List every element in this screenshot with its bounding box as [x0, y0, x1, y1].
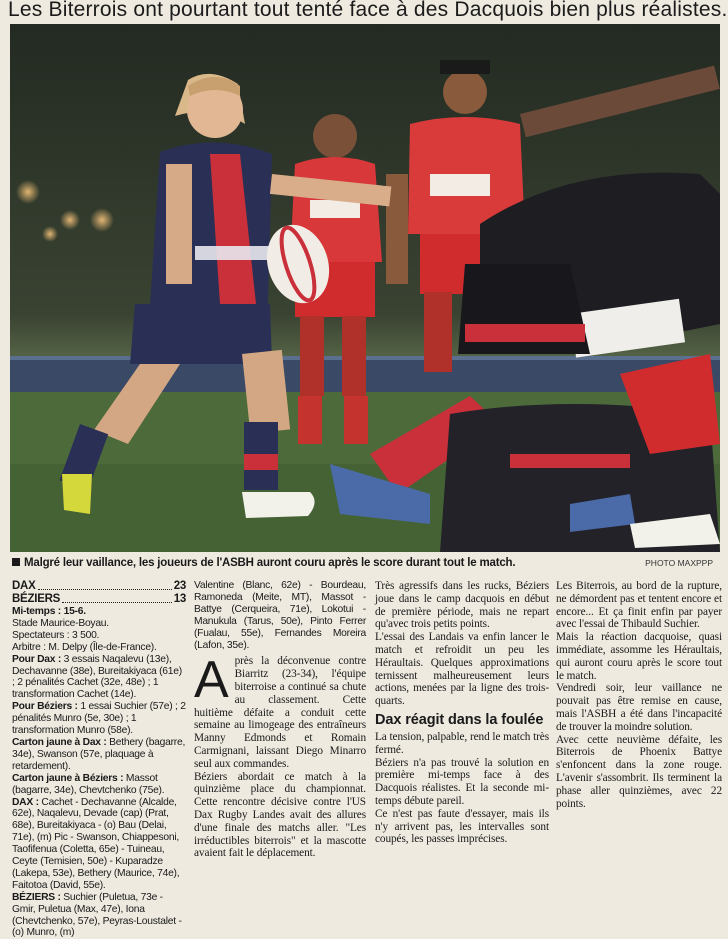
photo-credit: PHOTO MAXPPP: [645, 558, 713, 568]
article-paragraph: Très agressifs dans les rucks, Béziers joue dans le camp dacquois en début de première période, mais ne repart qu'avec trois petits points.: [375, 580, 549, 631]
match-stats-column: [12, 580, 186, 939]
score-points: 23: [173, 580, 186, 592]
dropcap: A: [194, 651, 229, 710]
article-subheading: Dax réagit dans la foulée: [375, 711, 544, 728]
rugby-scene-illustration: [10, 24, 720, 552]
stats-line: BÉZIERS : Suchier (Puletua, 73e - Gmir, Puletua (Max, 47e), Iona (Chevtchenko, 57e), Peyras-Loustalet - (o) Munro, (m): [12, 891, 182, 939]
article-paragraph: L'essai des Landais va enfin lancer le match et refroidit un peu les Héraultais. Quelques approximations ternissent malheureusement leurs actions, menées par la ligne des trois-quarts.: [375, 631, 549, 708]
photo-caption: [12, 557, 572, 571]
article-intro: Après la déconvenue contre Biarritz (23-34), l'équipe biterroise a continué sa chute au classement. Cette huitième défaite a conduit cette semaine au limogeage des entraîneurs Manny Edmonds et Romain Carmignani, laissant Diego Minarro seul aux commandes.: [194, 651, 366, 770]
stats-line: DAX : Cachet - Dechavanne (Alcalde, 62e), Naqalevu, Devade (cap) (Prat, 68e), Bureitakiyaca - (o) Bau (Delai, 71e), (m) Pic - Swanson, Chiappesoni, Taofifenua (Coletta, 65e) - Tuineau, Ceyte (Temisien, 50e) - Kuparadze (Lakepa, 53e), Bethery (Maurice, 74e), Faitotoa (David, 55e).: [12, 796, 180, 891]
article-paragraph: Vendredi soir, leur vaillance ne pouvait pas être remise en cause, mais l'ASBH a été dans l'incapacité de trouver la moindre solution.: [556, 682, 722, 733]
score-team: DAX: [12, 580, 36, 592]
stats-line: Spectateurs : 3 500.: [12, 629, 100, 641]
article-column-2: [194, 580, 366, 932]
match-photo: [10, 24, 720, 552]
stats-line: Stade Maurice-Boyau.: [12, 617, 109, 629]
article-paragraph: Ce n'est pas faute d'essayer, mais ils n'y arrivent pas, les intervalles sont coupés, les passes imprécises.: [375, 807, 549, 846]
stats-halftime: Mi-temps : 15-6.: [12, 606, 86, 617]
stats-continued: Valentine (Blanc, 62e) - Bourdeau, Ramoneda (Meite, MT), Massot - Battye (Cerqueira, 71e), Lokotui - Manukula (Tarus, 50e), Pinto Ferrer (Fualau, 55e), Fernandes Moreira (Lafon, 35e).: [194, 580, 366, 651]
stats-line: Carton jaune à Dax : Bethery (bagarre, 34e), Swanson (57e, plaquage à retardement).: [12, 736, 186, 772]
score-row-dax: [12, 580, 186, 593]
article-paragraph: Les Biterrois, au bord de la rupture, ne démordent pas et tentent encore et encore... Et ça finit enfin par payer avec l'essai de Thibauld Suchier.: [556, 580, 722, 631]
score-team: BÉZIERS: [12, 593, 61, 605]
stats-lines: [12, 618, 186, 939]
article-paragraph: La tension, palpable, rend le match très fermé.: [375, 730, 549, 756]
stats-line: Carton jaune à Béziers : Massot (bagarre, 34e), Chevtchenko (75e).: [12, 772, 165, 796]
article-paragraph: Mais la réaction dacquoise, quasi immédiate, assomme les Héraultais, qui auront couru après le score tout le match.: [556, 631, 722, 682]
score-points: 13: [173, 593, 186, 605]
stats-line: Pour Béziers : 1 essai Suchier (57e) ; 2 pénalités Munro (5e, 30e) ; 1 transformation Munro (58e).: [12, 701, 186, 737]
article-paragraph: Avec cette neuvième défaite, les Biterrois de Phoenix Battye s'enfoncent dans la zone rouge. L'avenir s'assombrit. Ils terminent la phase aller quinzièmes, avec 22 points.: [556, 733, 722, 810]
caption-square-icon: [12, 558, 20, 566]
stats-line: Arbitre : M. Delpy (Île-de-France).: [12, 641, 157, 653]
article-paragraph: Béziers n'a pas trouvé la solution en première mi-temps face à des Dacquois réalistes. Et la seconde mi-temps débute pareil.: [375, 756, 549, 807]
article-headline: Les Biterrois ont pourtant tout tenté face à des Dacquois bien plus réalistes.: [8, 0, 728, 21]
caption-text: Malgré leur vaillance, les joueurs de l'ASBH auront couru après le score durant tout le match.: [24, 557, 516, 569]
article-paragraph: Béziers abordait ce match à la quinzième place du championnat. Cette rencontre décisive contre l'US Dax Rugby Landes avait des allures d'une finale des matchs aller. "Les irréductibles biterrois" et la mascotte avaient fait le déplacement.: [194, 770, 366, 860]
article-column-3: [375, 580, 549, 932]
stats-line: Pour Dax : 3 essais Naqalevu (13e), Dechavanne (38e), Bureitakiyaca (61e) ; 2 pénalités Cachet (32e, 48e) ; 1 transformation Cachet (14e).: [12, 653, 182, 701]
score-row-beziers: [12, 593, 186, 606]
article-column-4: [556, 580, 722, 932]
